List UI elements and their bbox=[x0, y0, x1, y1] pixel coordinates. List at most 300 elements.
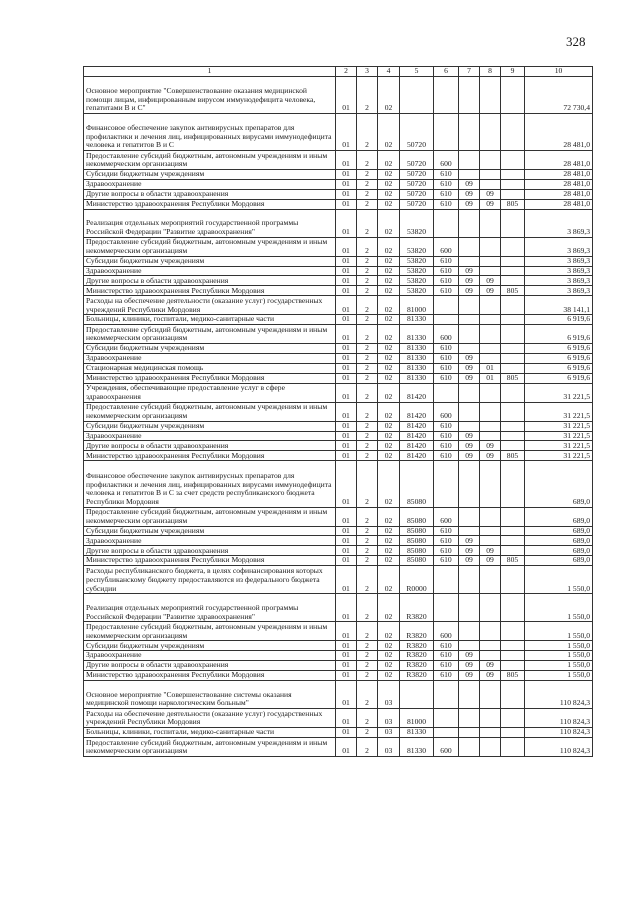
table-row bbox=[84, 276, 593, 286]
row-code bbox=[501, 296, 525, 315]
row-code: 09 bbox=[459, 670, 480, 680]
row-amount: 3 869,3 bbox=[525, 286, 593, 296]
row-code: 01 bbox=[336, 670, 357, 680]
row-code bbox=[459, 461, 480, 507]
row-code: 09 bbox=[480, 451, 501, 461]
row-code: 2 bbox=[357, 150, 378, 169]
row-code: 01 bbox=[336, 363, 357, 373]
row-code: 600 bbox=[434, 325, 459, 344]
row-label: Предоставление субсидий бюджетным, автономным учреждениям и иным некоммерческим организациям bbox=[84, 622, 336, 641]
table-row bbox=[84, 727, 593, 737]
row-code: 01 bbox=[336, 546, 357, 556]
row-code: 2 bbox=[357, 373, 378, 383]
row-code bbox=[501, 651, 525, 661]
row-code: 01 bbox=[336, 461, 357, 507]
row-code bbox=[501, 150, 525, 169]
row-code: 02 bbox=[378, 536, 400, 546]
budget-table bbox=[83, 66, 593, 757]
row-label: Субсидии бюджетным учреждениям bbox=[84, 256, 336, 266]
row-code bbox=[480, 237, 501, 256]
row-code: 2 bbox=[357, 256, 378, 266]
row-code: 610 bbox=[434, 526, 459, 536]
table-row bbox=[84, 266, 593, 276]
row-code: 610 bbox=[434, 199, 459, 209]
row-code bbox=[501, 622, 525, 641]
row-code: 01 bbox=[336, 680, 357, 708]
row-amount: 3 869,3 bbox=[525, 266, 593, 276]
row-code bbox=[501, 209, 525, 237]
row-code: R3820 bbox=[400, 641, 434, 651]
row-code: 81000 bbox=[400, 708, 434, 727]
row-code bbox=[480, 344, 501, 354]
row-label: Другие вопросы в области здравоохранения bbox=[84, 276, 336, 286]
row-code: 01 bbox=[336, 296, 357, 315]
row-code: 610 bbox=[434, 286, 459, 296]
row-code: 02 bbox=[378, 169, 400, 179]
row-code: 09 bbox=[459, 431, 480, 441]
row-code bbox=[501, 507, 525, 526]
row-label: Субсидии бюджетным учреждениям bbox=[84, 421, 336, 431]
row-code: 01 bbox=[336, 451, 357, 461]
column-header: 1 bbox=[84, 67, 336, 77]
row-code: 600 bbox=[434, 237, 459, 256]
row-code: 610 bbox=[434, 344, 459, 354]
row-code: 03 bbox=[378, 737, 400, 756]
row-amount: 28 481,0 bbox=[525, 179, 593, 189]
column-header: 7 bbox=[459, 67, 480, 77]
row-code bbox=[480, 256, 501, 266]
row-code: 805 bbox=[501, 199, 525, 209]
row-amount: 1 550,0 bbox=[525, 594, 593, 622]
row-code bbox=[501, 546, 525, 556]
table-row bbox=[84, 353, 593, 363]
table-row bbox=[84, 76, 593, 113]
row-code: 2 bbox=[357, 431, 378, 441]
row-code: 81330 bbox=[400, 737, 434, 756]
table-row bbox=[84, 526, 593, 536]
row-code bbox=[459, 421, 480, 431]
table-row bbox=[84, 315, 593, 325]
table-row bbox=[84, 237, 593, 256]
row-code: 01 bbox=[336, 727, 357, 737]
row-code: 2 bbox=[357, 169, 378, 179]
row-code bbox=[501, 421, 525, 431]
row-code bbox=[480, 641, 501, 651]
row-code: 2 bbox=[357, 526, 378, 536]
row-code bbox=[501, 237, 525, 256]
row-label: Предоставление субсидий бюджетным, автономным учреждениям и иным некоммерческим организациям bbox=[84, 402, 336, 421]
row-code: 01 bbox=[336, 344, 357, 354]
row-amount: 3 869,3 bbox=[525, 276, 593, 286]
row-code: 02 bbox=[378, 76, 400, 113]
row-code: 01 bbox=[336, 441, 357, 451]
row-code: 610 bbox=[434, 276, 459, 286]
row-code: 805 bbox=[501, 670, 525, 680]
row-code: 01 bbox=[336, 373, 357, 383]
row-label: Здравоохранение bbox=[84, 651, 336, 661]
row-code: 01 bbox=[480, 363, 501, 373]
row-amount: 1 550,0 bbox=[525, 641, 593, 651]
row-label: Расходы республиканского бюджета, в целях софинансирования которых республиканскому бюджету предоставляются из федерального бюджета субсидии bbox=[84, 566, 336, 594]
row-label: Субсидии бюджетным учреждениям bbox=[84, 526, 336, 536]
row-code: 09 bbox=[459, 661, 480, 671]
row-code bbox=[434, 566, 459, 594]
row-amount: 3 869,3 bbox=[525, 209, 593, 237]
row-code: 02 bbox=[378, 150, 400, 169]
row-code: 2 bbox=[357, 507, 378, 526]
row-code: 610 bbox=[434, 651, 459, 661]
row-label: Предоставление субсидий бюджетным, автономным учреждениям и иным некоммерческим организациям bbox=[84, 150, 336, 169]
row-code bbox=[434, 383, 459, 402]
row-code: 600 bbox=[434, 507, 459, 526]
row-code: 02 bbox=[378, 256, 400, 266]
row-code: 09 bbox=[459, 353, 480, 363]
row-code: 01 bbox=[336, 315, 357, 325]
row-code bbox=[501, 276, 525, 286]
row-amount: 689,0 bbox=[525, 536, 593, 546]
table-row bbox=[84, 169, 593, 179]
row-code: 2 bbox=[357, 441, 378, 451]
row-code: 610 bbox=[434, 670, 459, 680]
row-code bbox=[434, 680, 459, 708]
row-label: Основное мероприятие "Совершенствование оказания медицинской помощи лицам, инфицированным вирусом иммунодефицита человека, гепатитами В и С" bbox=[84, 76, 336, 113]
row-code bbox=[480, 431, 501, 441]
row-amount: 689,0 bbox=[525, 507, 593, 526]
row-code: 02 bbox=[378, 622, 400, 641]
row-amount: 3 869,3 bbox=[525, 256, 593, 266]
row-code: 02 bbox=[378, 661, 400, 671]
row-code: 09 bbox=[459, 363, 480, 373]
row-code: 01 bbox=[336, 237, 357, 256]
row-code: 85080 bbox=[400, 507, 434, 526]
table-row bbox=[84, 680, 593, 708]
table-row bbox=[84, 344, 593, 354]
row-code bbox=[480, 536, 501, 546]
row-code bbox=[400, 680, 434, 708]
row-code bbox=[459, 507, 480, 526]
row-code bbox=[480, 209, 501, 237]
row-code bbox=[501, 113, 525, 150]
row-code: 02 bbox=[378, 566, 400, 594]
row-code: 01 bbox=[336, 661, 357, 671]
row-code: 85080 bbox=[400, 526, 434, 536]
row-code: 01 bbox=[336, 113, 357, 150]
row-code: 53820 bbox=[400, 266, 434, 276]
table-row bbox=[84, 363, 593, 373]
row-code: 2 bbox=[357, 641, 378, 651]
column-header: 9 bbox=[501, 67, 525, 77]
row-label: Министерство здравоохранения Республики Мордовия bbox=[84, 556, 336, 566]
row-code: 02 bbox=[378, 641, 400, 651]
row-code: 09 bbox=[459, 189, 480, 199]
row-amount: 72 730,4 bbox=[525, 76, 593, 113]
row-code bbox=[459, 641, 480, 651]
row-code bbox=[459, 169, 480, 179]
row-code: 02 bbox=[378, 363, 400, 373]
row-code: 81330 bbox=[400, 373, 434, 383]
row-code bbox=[459, 113, 480, 150]
row-amount: 1 550,0 bbox=[525, 661, 593, 671]
row-code: 01 bbox=[336, 556, 357, 566]
row-code bbox=[480, 594, 501, 622]
row-code: 09 bbox=[459, 546, 480, 556]
row-code: 600 bbox=[434, 622, 459, 641]
row-code: 02 bbox=[378, 441, 400, 451]
row-code bbox=[480, 737, 501, 756]
row-code: 2 bbox=[357, 76, 378, 113]
row-code: 02 bbox=[378, 315, 400, 325]
row-label: Основное мероприятие "Совершенствование системы оказания медицинской помощи наркологическим больным" bbox=[84, 680, 336, 708]
row-code: 01 bbox=[336, 266, 357, 276]
row-code bbox=[480, 169, 501, 179]
row-code: 02 bbox=[378, 286, 400, 296]
table-row bbox=[84, 670, 593, 680]
row-amount: 6 919,6 bbox=[525, 373, 593, 383]
row-label: Министерство здравоохранения Республики Мордовия bbox=[84, 670, 336, 680]
row-code: 09 bbox=[459, 179, 480, 189]
table-row bbox=[84, 179, 593, 189]
row-amount: 1 550,0 bbox=[525, 622, 593, 641]
row-code bbox=[434, 296, 459, 315]
row-code: 2 bbox=[357, 727, 378, 737]
row-code: 01 bbox=[336, 651, 357, 661]
column-header: 6 bbox=[434, 67, 459, 77]
table-row bbox=[84, 546, 593, 556]
row-code: 02 bbox=[378, 179, 400, 189]
row-code: R3820 bbox=[400, 651, 434, 661]
row-code: 2 bbox=[357, 199, 378, 209]
row-code: 02 bbox=[378, 526, 400, 536]
row-code: 50720 bbox=[400, 150, 434, 169]
row-code: 2 bbox=[357, 651, 378, 661]
row-amount: 28 481,0 bbox=[525, 113, 593, 150]
row-code: 2 bbox=[357, 594, 378, 622]
table-row bbox=[84, 594, 593, 622]
row-code: 01 bbox=[336, 507, 357, 526]
row-code: 09 bbox=[480, 441, 501, 451]
row-code bbox=[459, 209, 480, 237]
row-code: 610 bbox=[434, 421, 459, 431]
row-code: 610 bbox=[434, 536, 459, 546]
row-code bbox=[459, 622, 480, 641]
row-code: 01 bbox=[336, 402, 357, 421]
row-code: 2 bbox=[357, 546, 378, 556]
row-amount: 110 824,3 bbox=[525, 708, 593, 727]
row-code: 805 bbox=[501, 556, 525, 566]
row-code: 01 bbox=[336, 566, 357, 594]
row-code bbox=[459, 256, 480, 266]
row-amount: 6 919,6 bbox=[525, 363, 593, 373]
row-code bbox=[459, 237, 480, 256]
row-code: 2 bbox=[357, 286, 378, 296]
row-code: 09 bbox=[459, 536, 480, 546]
row-code: 81000 bbox=[400, 296, 434, 315]
row-code: 02 bbox=[378, 402, 400, 421]
table-row bbox=[84, 383, 593, 402]
row-code bbox=[459, 76, 480, 113]
row-code bbox=[480, 622, 501, 641]
row-label: Предоставление субсидий бюджетным, автономным учреждениям и иным некоммерческим организациям bbox=[84, 507, 336, 526]
row-amount: 31 221,5 bbox=[525, 431, 593, 441]
row-code: 610 bbox=[434, 431, 459, 441]
row-code bbox=[400, 76, 434, 113]
table-row bbox=[84, 256, 593, 266]
row-code bbox=[480, 76, 501, 113]
row-code bbox=[501, 189, 525, 199]
row-code bbox=[501, 402, 525, 421]
row-code bbox=[501, 325, 525, 344]
row-amount: 6 919,6 bbox=[525, 325, 593, 344]
row-label: Здравоохранение bbox=[84, 431, 336, 441]
row-code: 2 bbox=[357, 536, 378, 546]
row-code: 50720 bbox=[400, 169, 434, 179]
row-code bbox=[480, 507, 501, 526]
row-code bbox=[434, 76, 459, 113]
column-header: 10 bbox=[525, 67, 593, 77]
row-code bbox=[480, 727, 501, 737]
table-row bbox=[84, 286, 593, 296]
table-row bbox=[84, 296, 593, 315]
row-code: 610 bbox=[434, 189, 459, 199]
row-code bbox=[501, 727, 525, 737]
row-code bbox=[459, 383, 480, 402]
row-code bbox=[480, 680, 501, 708]
column-header: 8 bbox=[480, 67, 501, 77]
row-amount: 28 481,0 bbox=[525, 199, 593, 209]
row-code: 09 bbox=[459, 441, 480, 451]
row-code: 02 bbox=[378, 383, 400, 402]
row-code bbox=[459, 150, 480, 169]
row-code bbox=[480, 383, 501, 402]
row-code: 610 bbox=[434, 441, 459, 451]
row-code: 600 bbox=[434, 150, 459, 169]
column-header: 4 bbox=[378, 67, 400, 77]
row-code: 610 bbox=[434, 169, 459, 179]
row-code: 2 bbox=[357, 661, 378, 671]
row-code bbox=[501, 383, 525, 402]
row-code: R3820 bbox=[400, 594, 434, 622]
row-code: 805 bbox=[501, 451, 525, 461]
row-code bbox=[459, 737, 480, 756]
row-code: 2 bbox=[357, 344, 378, 354]
row-code: 02 bbox=[378, 461, 400, 507]
row-code bbox=[434, 708, 459, 727]
row-code: 09 bbox=[459, 373, 480, 383]
row-code: 01 bbox=[336, 169, 357, 179]
row-code: R3820 bbox=[400, 670, 434, 680]
row-label: Учреждения, обеспечивающие предоставление услуг в сфере здравоохранения bbox=[84, 383, 336, 402]
row-code bbox=[459, 566, 480, 594]
row-code: 03 bbox=[378, 708, 400, 727]
row-code: 53820 bbox=[400, 276, 434, 286]
row-amount: 689,0 bbox=[525, 546, 593, 556]
table-row bbox=[84, 507, 593, 526]
row-code: 01 bbox=[336, 737, 357, 756]
row-code: 01 bbox=[336, 353, 357, 363]
row-code: 01 bbox=[336, 594, 357, 622]
row-code: R3820 bbox=[400, 661, 434, 671]
table-row bbox=[84, 325, 593, 344]
row-code: 610 bbox=[434, 179, 459, 189]
row-code: 81330 bbox=[400, 315, 434, 325]
row-code: 09 bbox=[480, 286, 501, 296]
row-code bbox=[480, 296, 501, 315]
table-row bbox=[84, 461, 593, 507]
row-code: 81420 bbox=[400, 383, 434, 402]
row-code: 02 bbox=[378, 113, 400, 150]
row-code: 09 bbox=[480, 661, 501, 671]
row-code: 53820 bbox=[400, 256, 434, 266]
row-amount: 6 919,6 bbox=[525, 315, 593, 325]
row-amount: 31 221,5 bbox=[525, 451, 593, 461]
row-code: 50720 bbox=[400, 189, 434, 199]
row-code bbox=[501, 526, 525, 536]
table-row bbox=[84, 421, 593, 431]
row-code: 610 bbox=[434, 266, 459, 276]
row-code: 02 bbox=[378, 344, 400, 354]
row-code: R0000 bbox=[400, 566, 434, 594]
row-code bbox=[480, 708, 501, 727]
row-code: 01 bbox=[336, 209, 357, 237]
row-code: 09 bbox=[459, 199, 480, 209]
row-code: 2 bbox=[357, 566, 378, 594]
row-amount: 6 919,6 bbox=[525, 353, 593, 363]
row-amount: 28 481,0 bbox=[525, 150, 593, 169]
row-label: Министерство здравоохранения Республики Мордовия bbox=[84, 199, 336, 209]
row-code: 03 bbox=[378, 680, 400, 708]
row-amount: 689,0 bbox=[525, 461, 593, 507]
column-header: 3 bbox=[357, 67, 378, 77]
row-code: 53820 bbox=[400, 209, 434, 237]
row-code: 805 bbox=[501, 286, 525, 296]
table-row bbox=[84, 708, 593, 727]
row-label: Предоставление субсидий бюджетным, автономным учреждениям и иным некоммерческим организациям bbox=[84, 237, 336, 256]
row-amount: 38 141,1 bbox=[525, 296, 593, 315]
row-code bbox=[501, 353, 525, 363]
row-code: 01 bbox=[336, 641, 357, 651]
row-amount: 31 221,5 bbox=[525, 383, 593, 402]
row-code: 81330 bbox=[400, 363, 434, 373]
row-code: 01 bbox=[336, 179, 357, 189]
row-label: Больницы, клиники, госпитали, медико-санитарные части bbox=[84, 315, 336, 325]
row-code bbox=[480, 113, 501, 150]
row-code bbox=[480, 179, 501, 189]
row-code: 09 bbox=[480, 276, 501, 286]
row-code: 2 bbox=[357, 383, 378, 402]
row-code: 81330 bbox=[400, 344, 434, 354]
row-code: 01 bbox=[336, 383, 357, 402]
row-code bbox=[434, 727, 459, 737]
row-code: 2 bbox=[357, 325, 378, 344]
row-code bbox=[501, 179, 525, 189]
table-row bbox=[84, 451, 593, 461]
table-row bbox=[84, 150, 593, 169]
row-label: Здравоохранение bbox=[84, 353, 336, 363]
row-amount: 28 481,0 bbox=[525, 169, 593, 179]
table-row bbox=[84, 209, 593, 237]
row-code: 02 bbox=[378, 431, 400, 441]
row-label: Финансовое обеспечение закупок антивирусных препаратов для профилактики и лечения лиц, инфицированных вирусами иммунодефицита человека и гепатитов В и С bbox=[84, 113, 336, 150]
row-code bbox=[501, 363, 525, 373]
row-code bbox=[501, 344, 525, 354]
row-code: 02 bbox=[378, 266, 400, 276]
row-label: Здравоохранение bbox=[84, 536, 336, 546]
row-code: 2 bbox=[357, 421, 378, 431]
row-code: 02 bbox=[378, 651, 400, 661]
row-code: 02 bbox=[378, 276, 400, 286]
page-number: 328 bbox=[566, 34, 586, 49]
row-code bbox=[434, 594, 459, 622]
